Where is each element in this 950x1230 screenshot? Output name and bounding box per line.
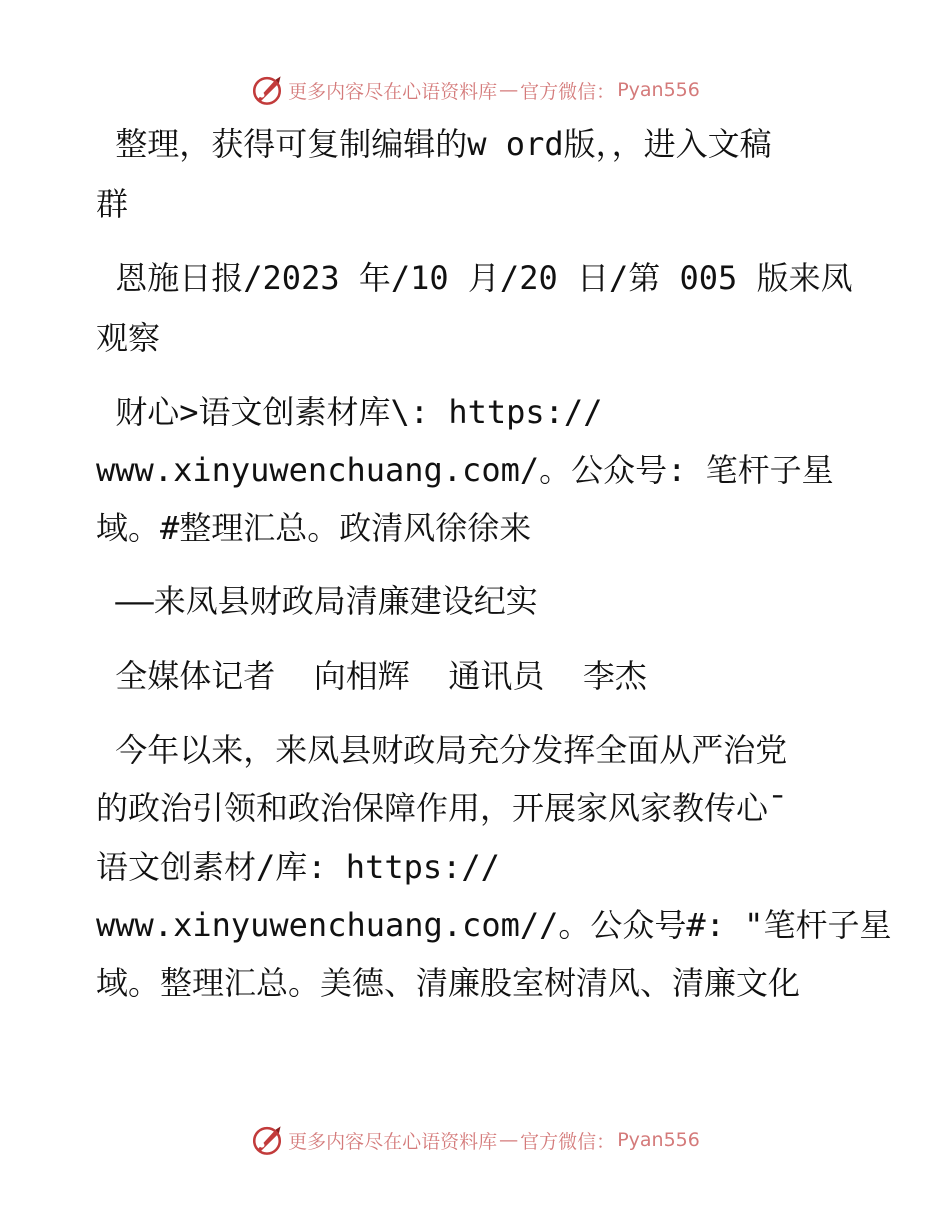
header-watermark bbox=[0, 70, 950, 110]
footer-watermark bbox=[0, 1120, 950, 1160]
watermark-separator: — bbox=[499, 79, 519, 101]
text-line-1: 整理，获得可复制编辑的w ord版，，进入文稿 bbox=[96, 125, 772, 163]
text-line-14: 域。整理汇总。美德、清廉股室树清风、清廉文化 bbox=[96, 964, 801, 1002]
watermark-wechat-id: Pyan556 bbox=[617, 79, 700, 101]
text-line-4: 观察 bbox=[96, 319, 161, 357]
pen-logo-icon bbox=[250, 73, 284, 107]
text-line-8: ——来凤县财政局清廉建设纪实 bbox=[96, 582, 538, 620]
text-line-3: 恩施日报/2023 年/10 月/20 日/第 005 版来凤 bbox=[96, 259, 853, 297]
text-line-13: www.xinyuwenchuang.com//。公众号#: "笔杆子星 bbox=[96, 906, 892, 944]
watermark-main-text: 更多内容尽在心语资料库 bbox=[288, 1130, 498, 1153]
watermark-main-text: 更多内容尽在心语资料库 bbox=[288, 80, 498, 103]
text-line-12: 语文创素材/库: https:// bbox=[96, 848, 500, 886]
watermark-wechat-id: Pyan556 bbox=[617, 1129, 700, 1151]
text-line-2: 群 bbox=[96, 185, 129, 223]
text-line-11: 的政治引领和政治保障作用，开展家风家教传心¯ bbox=[96, 789, 788, 827]
text-line-6: www.xinyuwenchuang.com/。公众号: 笔杆子星 bbox=[96, 451, 834, 489]
watermark-official-label: 官方微信： bbox=[520, 80, 616, 103]
text-line-10: 今年以来，来凤县财政局充分发挥全面从严治党 bbox=[96, 731, 788, 769]
pen-logo-icon bbox=[250, 1123, 284, 1157]
text-line-9: 全媒体记者 向相辉 通讯员 李杰 bbox=[96, 657, 647, 695]
watermark-official-label: 官方微信： bbox=[520, 1130, 616, 1153]
watermark-separator: — bbox=[499, 1129, 519, 1151]
text-line-7: 域。#整理汇总。政清风徐徐来 bbox=[96, 509, 532, 547]
text-line-5: 财心>语文创素材库\: https:// bbox=[96, 393, 603, 431]
